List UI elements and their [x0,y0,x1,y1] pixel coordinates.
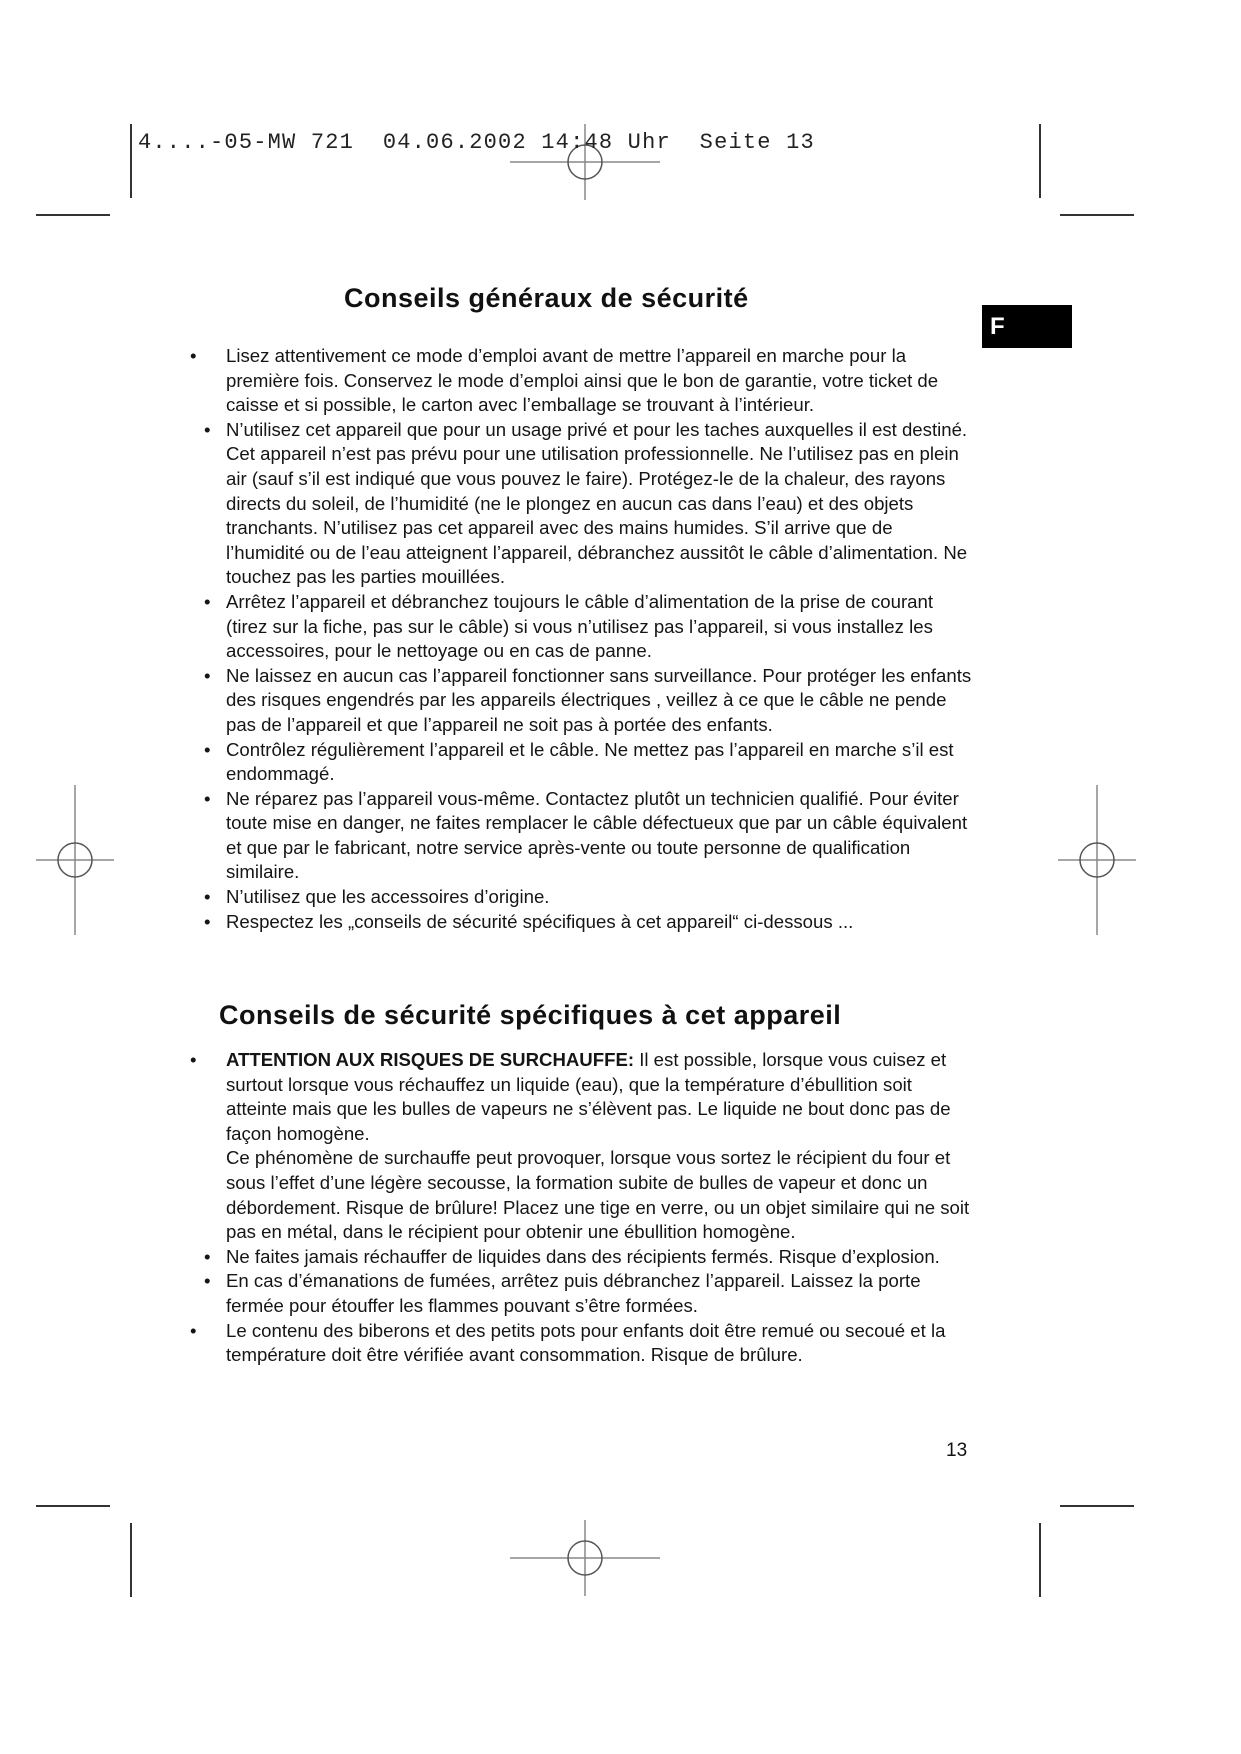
overheat-warning-label: ATTENTION AUX RISQUES DE SURCHAUFFE: [226,1049,635,1070]
registration-target-icon [1058,785,1136,935]
list-item: • Arrêtez l’appareil et débranchez toujours le câble d’alimentation de la prise de courant (tirez sur la fiche, pas sur le câble) si vous n’utilisez pas l’appareil, si vous installez les accessoires, pour le nettoyage ou en cas de panne. [204,590,933,662]
crop-mark-bottom-left-vertical [130,1523,132,1597]
language-tab: F [982,305,1072,348]
crop-mark-top-left-vertical [130,124,132,198]
list-item: • N’utilisez que les accessoires d’origine. [204,886,550,908]
crop-mark-bottom-left-horizontal [36,1505,110,1507]
list-item: • Le contenu des biberons et des petits pots pour enfants doit être remué ou secoué et la température doit être vérifiée avant consommation. Risque de brûlure. [190,1319,972,1368]
registration-target-icon [36,785,114,935]
crop-mark-top-left-horizontal [36,214,110,216]
list-item: • Respectez les „conseils de sécurité spécifiques à cet appareil“ ci-dessous ... [204,910,854,932]
list-item: • Lisez attentivement ce mode d’emploi avant de mettre l’appareil en marche pour la première fois. Conservez le mode d’emploi ainsi que le bon de garantie, votre ticket de caisse et si possible, le carton avec l’emballage se trouvant à l’intérieur. [190,344,972,418]
list-item: • Contrôlez régulièrement l’appareil et le câble. Ne mettez pas l’appareil en marche s’il est endommagé. [204,738,954,785]
general-safety-list [190,344,972,934]
page-number: 13 [946,1440,968,1461]
crop-mark-top-right-vertical [1039,124,1041,198]
list-item: • En cas d’émanations de fumées, arrêtez puis débranchez l’appareil. Laissez la porte fermée pour étouffer les flammes pouvant s’être formées. [204,1270,921,1316]
list-item: • Ne réparez pas l’appareil vous-même. Contactez plutôt un technicien qualifié. Pour éviter toute mise en danger, ne faites remplacer le câble défectueux que par un câble équivalent et que par le fabricant, notre service après-vente ou toute personne de qualification similaire. [204,787,968,883]
overheat-warning-text-continued: Ce phénomène de surchauffe peut provoquer, lorsque vous sortez le récipient du four et sous l’effet d’une légère secousse, la formation subite de bulles de vapeur et donc un débordement. Risque de brûlure! Placez une tige en verre, ou un objet similaire qui ne soit pas en métal, dans le récipient pour obtenir une ébullition homogène. [226,1147,970,1243]
print-slug-header: 4....-05-MW 721 04.06.2002 14:48 Uhr Seite 13 [138,130,815,155]
specific-safety-list [190,1048,972,1368]
crop-mark-bottom-right-vertical [1039,1523,1041,1597]
overheat-warning-text: Il est possible, lorsque vous cuisez et surtout lorsque vous réchauffez un liquide (eau), que la température d’ébullition soit atteinte mais que les bulles de vapeurs ne s’élèvent pas. Le liquide ne bout donc pas de façon homogène. [226,1049,951,1144]
list-item: • Ne faites jamais réchauffer de liquides dans des récipients fermés. Risque d’explosion. [204,1245,940,1267]
registration-target-icon [510,1520,660,1596]
list-item: • N’utilisez cet appareil que pour un usage privé et pour les taches auxquelles il est destiné. Cet appareil n’est pas prévu pour une utilisation professionnelle. Ne l’utilisez pas en plein air (sauf s’il est indiqué que vous pouvez le faire). Protégez-le de la chaleur, des rayons directs du soleil, de l’humidité (ne le plongez en aucun cas dans l’eau) et des objets tranchants. N’utilisez pas cet appareil avec des mains humides. S’il arrive que de l’humidité ou de l’eau atteignent l’appareil, débranchez aussitôt le câble d’alimentation. Ne touchez pas les parties mouillées. [204,418,968,588]
section-title-general: Conseils généraux de sécurité [344,283,749,313]
list-item [190,1048,972,1245]
section-title-specific: Conseils de sécurité spécifiques à cet appareil [219,1000,842,1030]
list-item: • Ne laissez en aucun cas l’appareil fonctionner sans surveillance. Pour protéger les enfants des risques engendrés par les appareils électriques , veillez à ce que le câble ne pende pas de l’appareil et que l’appareil ne soit pas à portée des enfants. [204,664,972,735]
crop-mark-bottom-right-horizontal [1060,1505,1134,1507]
crop-mark-top-right-horizontal [1060,214,1134,216]
